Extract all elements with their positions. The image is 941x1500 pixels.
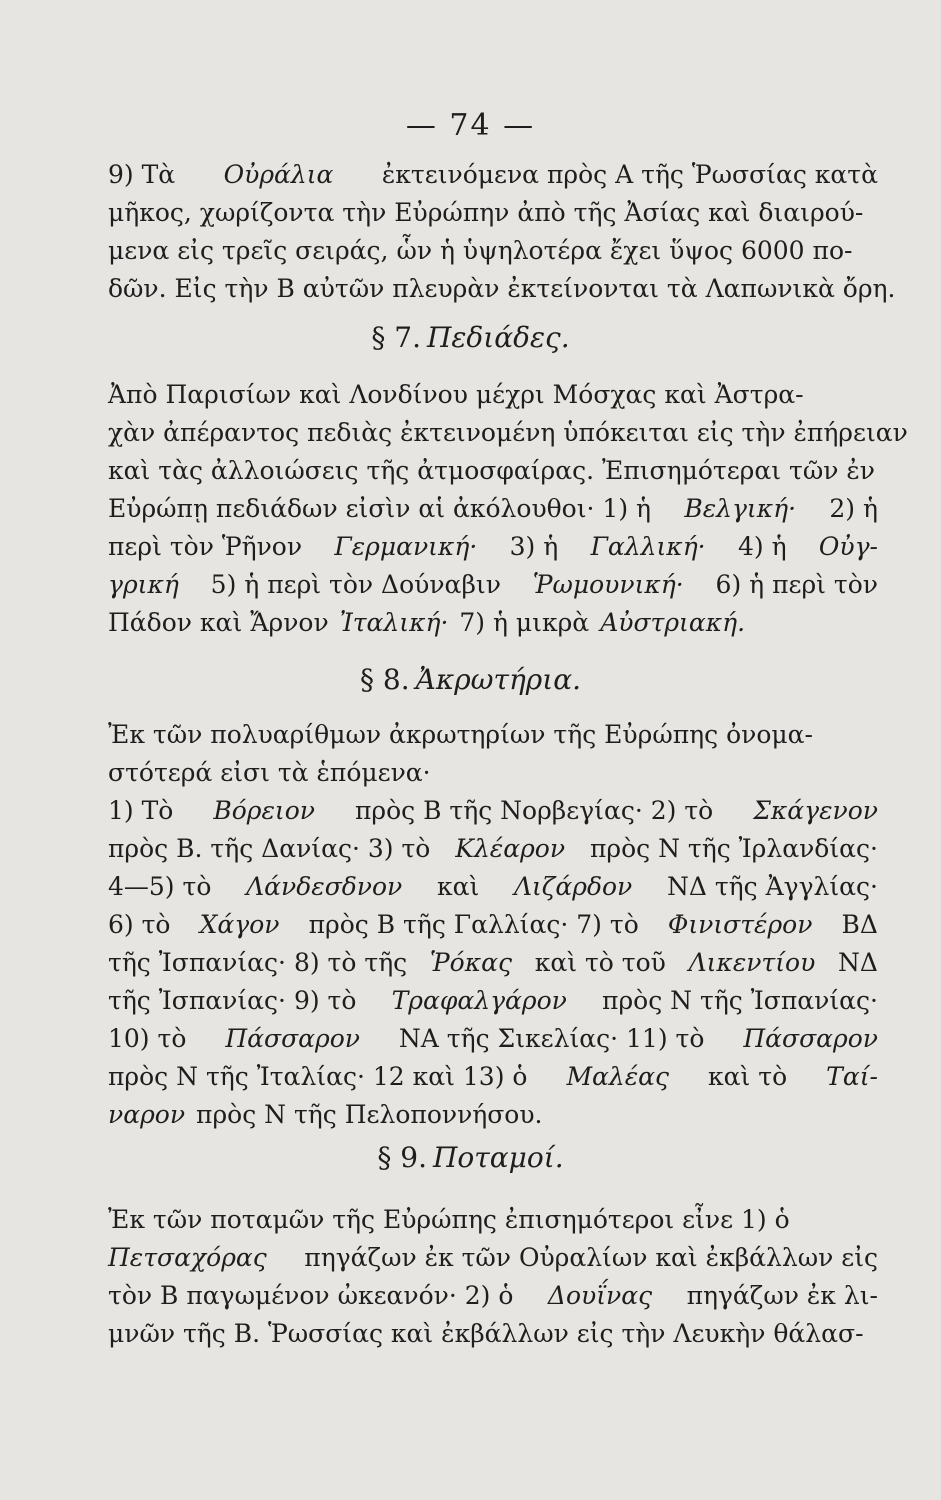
text-line bbox=[108, 236, 878, 274]
text-segment: Φινιστέρον bbox=[667, 910, 813, 939]
text-segment: Σκάγενον bbox=[753, 796, 878, 825]
text-segment: μενα εἰς τρεῖς σειράς, ὧν ἡ ὑψηλοτέρα ἔχει ὕψος 6000 πο- bbox=[108, 236, 853, 265]
text-segment: Λικεντίου bbox=[688, 948, 816, 977]
text-segment: Δουΐνας bbox=[547, 1281, 653, 1310]
text-segment: καὶ τὸ τοῦ bbox=[534, 948, 666, 977]
text-segment: Ἐκ τῶν ποταμῶν τῆς Εὐρώπης ἐπισημότεροι εἶνε 1) ὁ bbox=[108, 1205, 790, 1234]
text-line bbox=[108, 910, 878, 948]
text-segment: μῆκος, χωρίζοντα τὴν Εὐρώπην ἀπὸ τῆς Ἀσίας καὶ διαιρού- bbox=[108, 198, 864, 227]
text-segment: πηγάζων ἐκ λι- bbox=[686, 1281, 878, 1310]
text-line bbox=[108, 1024, 878, 1062]
text-segment: Πάσσαρον bbox=[225, 1024, 360, 1053]
text-segment: Βελγική· bbox=[684, 494, 797, 523]
text-line bbox=[108, 872, 878, 910]
text-line bbox=[108, 608, 878, 646]
text-segment: Πετσαχόρας bbox=[108, 1243, 267, 1272]
section-number: § 8. bbox=[359, 663, 410, 696]
text-segment: Ταί- bbox=[826, 1062, 878, 1091]
text-line bbox=[108, 1319, 878, 1357]
text-segment: Γαλλική· bbox=[590, 532, 706, 561]
text-segment: καὶ τὸ bbox=[708, 1062, 788, 1091]
text-segment: πρὸς Β τῆς Νορβεγίας· 2) τὸ bbox=[354, 796, 714, 825]
paragraph-capes bbox=[108, 720, 878, 1138]
text-segment: περὶ τὸν Ῥῆνον bbox=[108, 532, 303, 561]
page-number: — 74 — bbox=[405, 108, 536, 143]
text-line bbox=[108, 274, 896, 312]
text-segment: Ἀπὸ Παρισίων καὶ Λονδίνου μέχρι Μόσχας καὶ Ἀστρα- bbox=[108, 380, 804, 409]
text-line bbox=[108, 1205, 878, 1243]
paragraph-mountains-9 bbox=[108, 160, 896, 312]
text-line bbox=[108, 1281, 878, 1319]
text-segment: ΒΔ bbox=[841, 910, 878, 939]
text-segment: 5) ἡ περὶ τὸν Δούναβιν bbox=[210, 570, 501, 599]
text-segment: Χάγον bbox=[199, 910, 280, 939]
text-segment: Βόρειον bbox=[213, 796, 315, 825]
text-line bbox=[108, 948, 878, 986]
text-segment: καὶ τὰς ἀλλοιώσεις τῆς ἀτμοσφαίρας. Ἐπισημότεραι τῶν ἐν bbox=[108, 456, 875, 485]
section-heading-7 bbox=[0, 318, 941, 358]
text-segment: πρὸς Ν τῆς Ἰρλανδίας· bbox=[589, 834, 878, 863]
text-line bbox=[108, 456, 878, 494]
text-segment: 6) ἡ περὶ τὸν bbox=[715, 570, 878, 599]
text-segment: Κλέαρον bbox=[455, 834, 566, 863]
text-segment: τὸν Β παγωμένον ὠκεανόν· 2) ὁ bbox=[108, 1281, 514, 1310]
text-segment: ΝΔ bbox=[838, 948, 878, 977]
text-segment: στότερά εἰσι τὰ ἑπόμενα· bbox=[108, 758, 431, 787]
text-line bbox=[108, 418, 908, 456]
text-line bbox=[108, 986, 878, 1024]
text-segment: πηγάζων ἐκ τῶν Οὐραλίων καὶ ἐκβάλλων εἰς bbox=[304, 1243, 878, 1272]
text-line bbox=[108, 160, 878, 198]
text-segment: γρική bbox=[108, 570, 179, 599]
text-segment: Πάδον καὶ Ἄρνον bbox=[108, 608, 329, 637]
text-segment: Λιζάρδον bbox=[513, 872, 633, 901]
text-line bbox=[108, 532, 878, 570]
text-segment: 6) τὸ bbox=[108, 910, 171, 939]
text-segment: ΝΔ τῆς Ἀγγλίας· bbox=[666, 872, 878, 901]
text-segment: πρὸς Ν τῆς Ἰταλίας· 12 καὶ 13) ὁ bbox=[108, 1062, 528, 1091]
text-line bbox=[108, 198, 878, 236]
text-segment: ναρον bbox=[108, 1100, 186, 1129]
text-segment: Οὐράλια bbox=[223, 160, 334, 189]
text-line bbox=[108, 796, 878, 834]
text-segment: καὶ bbox=[436, 872, 480, 901]
text-segment: Λάνδεσδνον bbox=[246, 872, 403, 901]
text-segment: πρὸς Ν τῆς Πελοποννήσου. bbox=[196, 1100, 543, 1129]
text-segment: τῆς Ἰσπανίας· 8) τὸ τῆς bbox=[108, 948, 408, 977]
section-number: § 7. bbox=[371, 321, 421, 354]
text-segment: τῆς Ἰσπανίας· 9) τὸ bbox=[108, 986, 357, 1015]
text-segment: 1) Τὸ bbox=[108, 796, 174, 825]
text-segment: ΝΑ τῆς Σικελίας· 11) τὸ bbox=[398, 1024, 705, 1053]
section-heading-9 bbox=[0, 1138, 941, 1178]
text-segment: 4) ἡ bbox=[737, 532, 787, 561]
text-line bbox=[108, 758, 878, 796]
text-segment: 7) ἡ μικρὰ bbox=[459, 608, 590, 637]
section-title: Ποταμοί. bbox=[433, 1141, 564, 1174]
text-segment: Ῥόκας bbox=[429, 948, 512, 977]
section-number: § 9. bbox=[377, 1141, 427, 1174]
text-segment: μνῶν τῆς Β. Ῥωσσίας καὶ ἐκβάλλων εἰς τὴν Λευκὴν θάλασ- bbox=[108, 1319, 864, 1348]
text-segment: Οὐγ- bbox=[818, 532, 878, 561]
text-segment: 3) ἡ bbox=[509, 532, 559, 561]
text-line bbox=[108, 380, 878, 418]
text-segment: 9) Τὰ bbox=[108, 160, 176, 189]
text-line bbox=[108, 494, 878, 532]
text-segment: Πάσσαρον bbox=[743, 1024, 878, 1053]
paragraph-rivers bbox=[108, 1205, 878, 1357]
text-line bbox=[108, 1243, 878, 1281]
section-heading-8 bbox=[0, 660, 941, 700]
text-segment: 10) τὸ bbox=[108, 1024, 187, 1053]
text-segment: δῶν. Εἰς τὴν Β αὐτῶν πλευρὰν ἐκτείνονται τὰ Λαπωνικὰ ὄρη. bbox=[108, 274, 896, 303]
text-segment: πρὸς Β τῆς Γαλλίας· 7) τὸ bbox=[308, 910, 639, 939]
text-segment: Γερμανική· bbox=[334, 532, 478, 561]
text-segment: πρὸς Ν τῆς Ἰσπανίας· bbox=[602, 986, 878, 1015]
text-segment: πρὸς Β. τῆς Δανίας· 3) τὸ bbox=[108, 834, 431, 863]
text-segment: χὰν ἀπέραντος πεδιὰς ἐκτεινομένη ὑπόκειται εἰς τὴν ἐπήρειαν bbox=[108, 418, 908, 447]
text-segment: 2) ἡ bbox=[829, 494, 878, 523]
paragraph-plains bbox=[108, 380, 908, 646]
text-segment: Αὐστριακή. bbox=[600, 608, 746, 637]
section-title: Ἀκρωτήρια. bbox=[415, 663, 581, 696]
text-segment: Ἐκ τῶν πολυαρίθμων ἀκρωτηρίων τῆς Εὐρώπης ὀνομα- bbox=[108, 720, 813, 749]
text-segment: Τραφαλγάρον bbox=[391, 986, 567, 1015]
text-segment: 4—5) τὸ bbox=[108, 872, 212, 901]
text-line bbox=[108, 720, 878, 758]
text-segment: Μαλέας bbox=[566, 1062, 670, 1091]
text-line bbox=[108, 834, 878, 872]
text-line bbox=[108, 1100, 878, 1138]
text-segment: Ἰταλική· bbox=[339, 608, 449, 637]
text-segment: ἐκτεινόμενα πρὸς Α τῆς Ῥωσσίας κατὰ bbox=[381, 160, 878, 189]
text-line bbox=[108, 1062, 878, 1100]
text-line bbox=[108, 570, 878, 608]
text-segment: Εὐρώπῃ πεδιάδων εἰσὶν αἱ ἀκόλουθοι· 1) ἡ bbox=[108, 494, 652, 523]
text-segment: Ῥωμουνική· bbox=[532, 570, 684, 599]
section-title: Πεδιάδες. bbox=[426, 321, 570, 354]
